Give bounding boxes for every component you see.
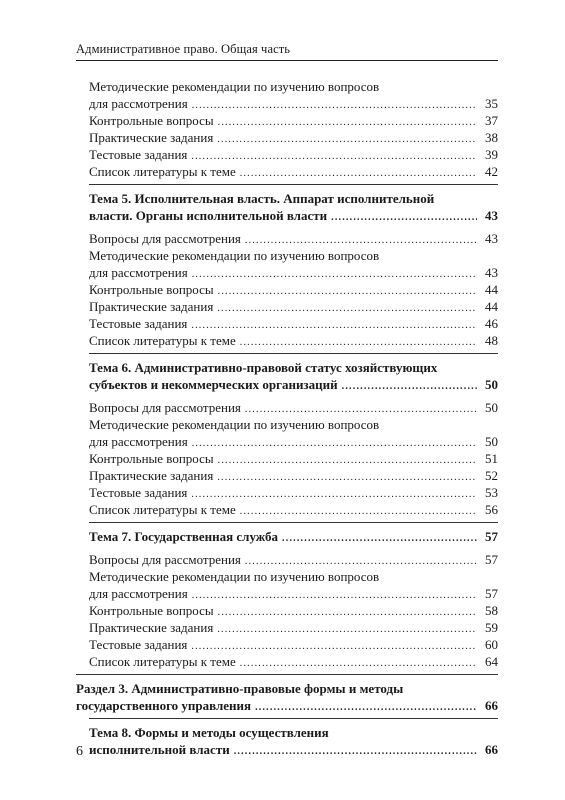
toc-entry[interactable]: Контрольные вопросы ..... 51 — [76, 450, 498, 467]
running-header: Административное право. Общая часть — [76, 42, 291, 56]
toc-entry[interactable]: Тестовые задания ..... 60 — [76, 636, 498, 653]
page-ref: 50 — [485, 377, 498, 392]
page-ref: 37 — [485, 113, 498, 128]
toc-entry[interactable]: для рассмотрения ..... 35 — [76, 95, 498, 112]
toc-entry[interactable]: Вопросы для рассмотрения ..... 57 — [76, 551, 498, 568]
toc-entry-line: Методические рекомендации по изучению вопросов — [89, 417, 380, 432]
page-ref: 42 — [485, 164, 498, 179]
topic-entry[interactable]: субъектов и некоммерческих организаций ..... 50 — [76, 376, 498, 393]
page-ref: 39 — [485, 147, 498, 162]
page-ref: 66 — [485, 742, 498, 757]
toc-entry[interactable]: Тестовые задания ..... 46 — [76, 315, 498, 332]
toc-entry[interactable]: Вопросы для рассмотрения ..... 50 — [76, 399, 498, 416]
toc-entry-line: Методические рекомендации по изучению вопросов — [89, 79, 380, 94]
section-divider — [89, 353, 498, 354]
topic-title-line: Тема 6. Административно-правовой статус хозяйствующих — [89, 360, 438, 375]
section-divider — [76, 674, 498, 675]
toc-entry[interactable]: для рассмотрения ..... 57 — [76, 585, 498, 602]
topic-entry[interactable]: власти. Органы исполнительной власти ..... 43 — [76, 207, 498, 224]
topic-entry[interactable]: Тема 7. Государственная служба ..... 57 — [76, 528, 498, 545]
toc-entry[interactable]: Список литературы к теме ..... 64 — [76, 653, 498, 670]
topic-entry[interactable]: исполнительной власти ..... 66 — [76, 741, 498, 758]
section-title-line: Раздел 3. Административно-правовые формы и методы — [76, 681, 404, 696]
toc-entry[interactable]: Практические задания ..... 44 — [76, 298, 498, 315]
section-divider — [89, 522, 498, 523]
toc-entry[interactable]: Контрольные вопросы ..... 44 — [76, 281, 498, 298]
toc-entry-line: Методические рекомендации по изучению вопросов — [89, 248, 380, 263]
page-ref: 43 — [485, 208, 498, 223]
toc-entry[interactable]: Практические задания ..... 59 — [76, 619, 498, 636]
page-ref: 66 — [485, 698, 498, 713]
toc-entry[interactable]: для рассмотрения ..... 50 — [76, 433, 498, 450]
toc-entry[interactable]: Список литературы к теме ..... 48 — [76, 332, 498, 349]
toc-entry[interactable]: Тестовые задания ..... 53 — [76, 484, 498, 501]
toc-entry-line: Методические рекомендации по изучению вопросов — [89, 569, 380, 584]
page-ref: 38 — [485, 130, 498, 145]
topic-title-line: Тема 5. Исполнительная власть. Аппарат исполнительной — [89, 191, 435, 206]
topic-title-line: Тема 8. Формы и методы осуществления — [89, 725, 329, 740]
toc-entry[interactable]: Список литературы к теме ..... 42 — [76, 163, 498, 180]
section-entry[interactable]: государственного управления ..... 66 — [76, 697, 498, 714]
toc-entry[interactable]: Практические задания ..... 52 — [76, 467, 498, 484]
page-ref: 35 — [485, 96, 498, 111]
section-divider — [89, 718, 498, 719]
toc-entry[interactable]: Практические задания ..... 38 — [76, 129, 498, 146]
leader-dots — [192, 97, 477, 114]
toc-entry[interactable]: Вопросы для рассмотрения ..... 43 — [76, 230, 498, 247]
toc-entry[interactable]: Список литературы к теме ..... 56 — [76, 501, 498, 518]
page-ref: 57 — [485, 529, 498, 544]
toc-entry[interactable]: Тестовые задания ..... 39 — [76, 146, 498, 163]
toc-entry[interactable]: Контрольные вопросы ..... 58 — [76, 602, 498, 619]
page-number: 6 — [76, 744, 83, 759]
header-rule — [76, 60, 498, 61]
toc-entry[interactable]: для рассмотрения ..... 43 — [76, 264, 498, 281]
section-divider — [89, 184, 498, 185]
table-of-contents — [76, 78, 498, 758]
toc-entry[interactable]: Контрольные вопросы ..... 37 — [76, 112, 498, 129]
